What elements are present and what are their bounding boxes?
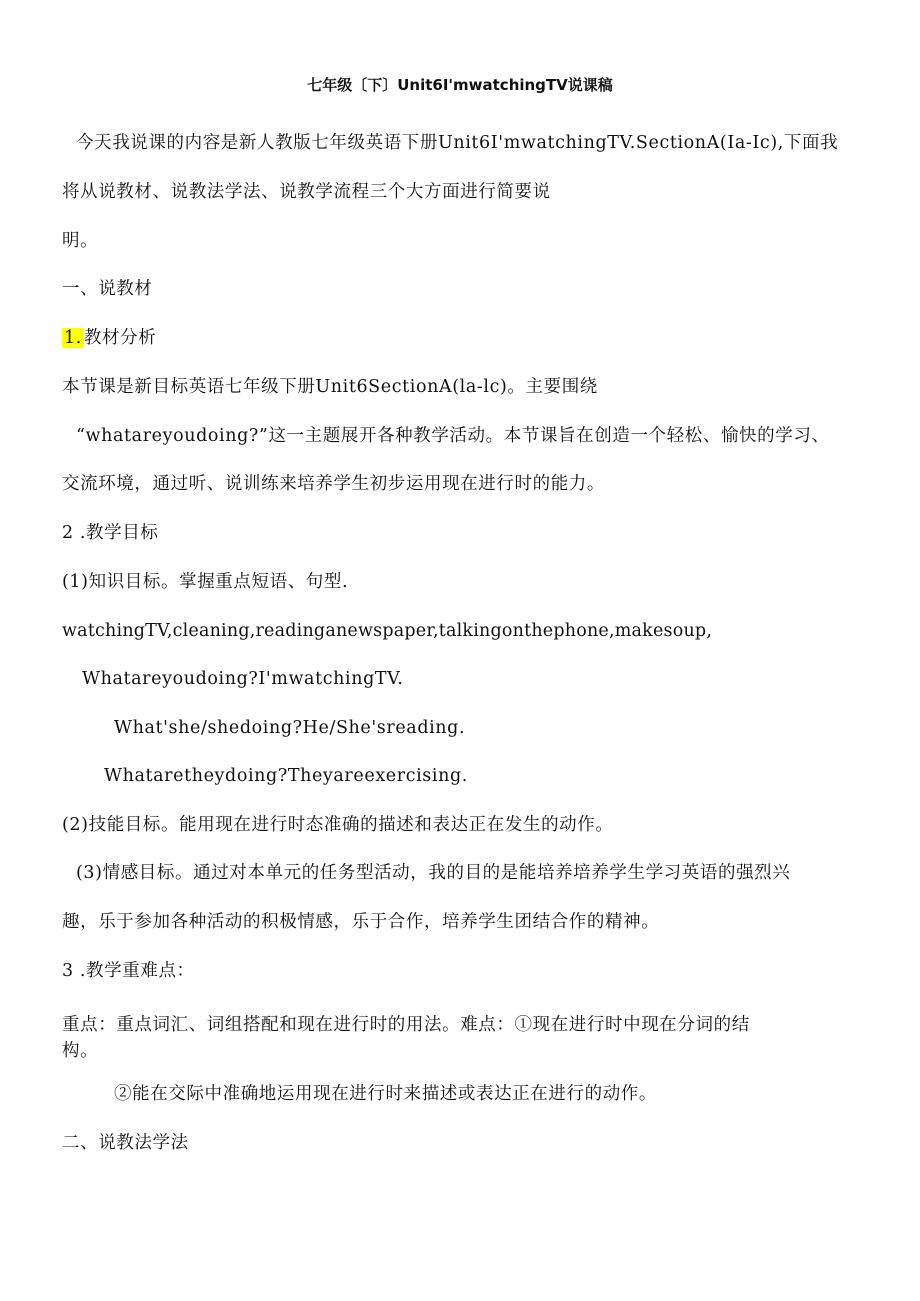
emotion-goal-line-1: (3)情感目标。通过对本单元的任务型活动，我的目的是能培养培养学生学习英语的强烈兴 [76, 863, 791, 883]
key-points-line-1: 重点：重点词汇、词组搭配和现在进行时的用法。难点：①现在进行时中现在分词的结 [62, 1015, 750, 1035]
key-points-line-3: ②能在交际中准确地运用现在进行时来描述或表达正在进行的动作。 [114, 1084, 657, 1104]
intro-line-3: 明。 [62, 231, 99, 251]
sentence-pattern-2: What'she/shedoing?He/She'sreading. [114, 718, 466, 738]
sentence-pattern-1: Whatareyoudoing?I'mwatchingTV. [82, 669, 404, 689]
item-2-heading: 2 .教学目标 [62, 523, 159, 543]
analysis-line-2: “whatareyoudoing?”这一主题展开各种教学活动。本节课旨在创造一个轻松、愉快的学习、 [76, 426, 830, 446]
item-1-title: 教材分析 [83, 328, 157, 348]
intro-line-2: 将从说教材、说教法学法、说教学流程三个大方面进行简要说 [62, 182, 551, 202]
section-2-heading: 二、说教法学法 [62, 1133, 189, 1153]
intro-line-1: 今天我说课的内容是新人教版七年级英语下册Unit6I'mwatchingTV.SectionA(Ia-Ic),下面我 [76, 133, 839, 153]
key-points-line-2: 构。 [62, 1041, 99, 1061]
item-1-heading [62, 326, 156, 350]
knowledge-goal: (1)知识目标。掌握重点短语、句型. [62, 572, 349, 592]
analysis-line-1: 本节课是新目标英语七年级下册Unit6SectionA(la-lc)。主要围绕 [62, 377, 598, 397]
emotion-goal-line-2: 趣，乐于参加各种活动的积极情感，乐于合作，培养学生团结合作的精神。 [62, 912, 660, 932]
item-3-heading: 3 .教学重难点： [62, 961, 195, 981]
key-phrases: watchingTV,cleaning,readinganewspaper,talkingonthephone,makesoup, [62, 621, 713, 641]
highlighted-number: 1. [64, 328, 82, 348]
analysis-line-3: 交流环境，通过听、说训练来培养学生初步运用现在进行时的能力。 [62, 474, 605, 494]
sentence-pattern-3: Whataretheydoing?Theyareexercising. [104, 766, 468, 786]
section-1-heading: 一、说教材 [62, 279, 153, 299]
document-title: 七年级〔下〕Unit6I'mwatchingTV说课稿 [307, 76, 613, 94]
skill-goal: (2)技能目标。能用现在进行时态准确的描述和表达正在发生的动作。 [62, 815, 614, 835]
